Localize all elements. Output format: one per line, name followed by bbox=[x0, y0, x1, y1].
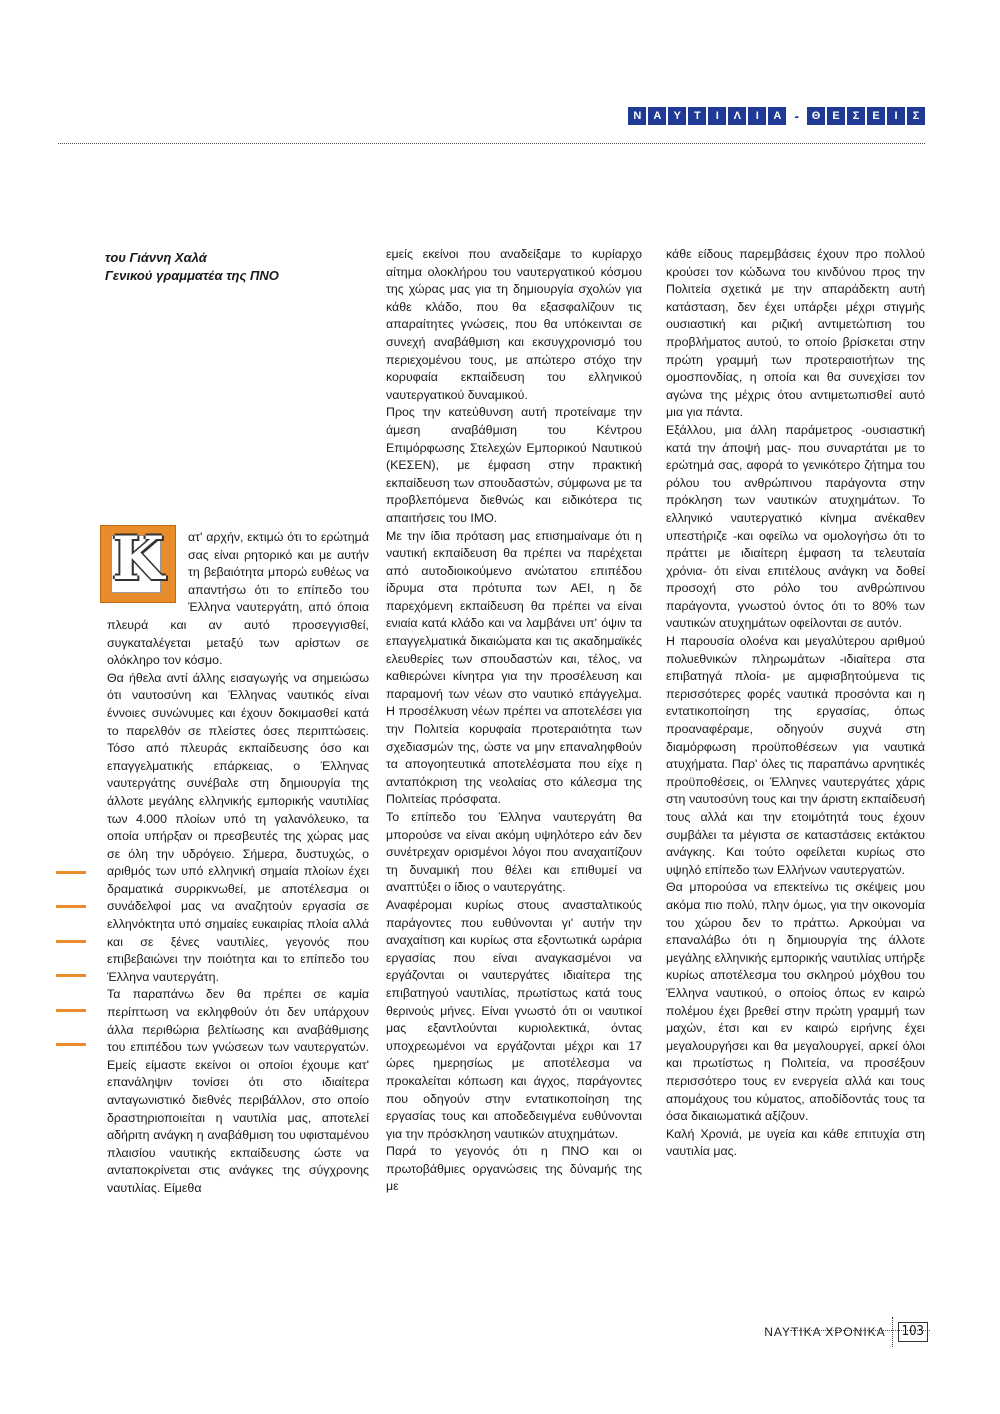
page-number: 103 bbox=[898, 1322, 928, 1342]
header-letter: Ε bbox=[867, 107, 885, 125]
page-footer bbox=[764, 1317, 928, 1347]
drop-cap bbox=[100, 525, 178, 605]
section-header bbox=[626, 107, 925, 125]
margin-marker bbox=[56, 1043, 86, 1046]
paragraph: ατ' αρχήν, εκτιμώ ότι το ερώτημά σας είναι ρητορικό και με αυτήν τη βεβαιότητα μπορώ ευθέως να απαντήσω ότι το επίπεδο του Έλληνα ναυτεργάτη, από όποια πλευρά και αν αυτό προσεγγισθεί, συγκαταλέγεται μεταξύ των αρίστων σε ολόκληρο τον κόσμο. bbox=[107, 530, 369, 668]
paragraph: Θα ήθελα αντί άλλης εισαγωγής να σημειώσω ότι ναυτοσύνη και Έλληνας ναυτικός είναι έννοιες συνώνυμες και έχουν δοκιμασθεί κατά το παρελθόν σε πλείστες όσες περιπτώσεις. Τόσο από πλευράς εκπαίδευσης όσο και επαγγελματικής επάρκειας, ο Έλληνας ναυτεργάτης συνέβαλε στη δημιουργία της άλλοτε μεγάλης ελληνικής εμπορικής ναυτιλίας των 4.000 πλοίων υπό τη γαλανόλευκο, τα οποία υπήρξαν οι πρεσβευτές της χώρας μας σε όλη την υδρόγειο. Σήμερα, δυστυχώς, ο αριθμός των υπό ελληνική σημαία πλοίων έχει δραματικά συρρικνωθεί, με αποτέλεσμα οι συνάδελφοί μας να αναζητούν εργασία σε ελληνόκτητα υπό σημαίες ευκαιρίας πλοία αλλά και σε ξένες ναυτιλίες, γεγονός που επιβεβαιώνει την ποιότητα και το επίπεδο του Έλληνα ναυτεργάτη. bbox=[107, 670, 369, 984]
margin-marker bbox=[56, 871, 86, 874]
paragraph: Τα παραπάνω δεν θα πρέπει σε καμία περίπτωση να εκληφθούν ότι δεν υπάρχουν άλλα περιθώρια βελτίωσης και αναβάθμισης του επιπέδου των γνώσεων των ναυτεργατών. Εμείς είμαστε εκείνοι οι οποίοι έχουμε κατ' επανάληψιν τονίσει ότι στο ιδιαίτερα ανταγωνιστικό διεθνές περιβάλλον, στο οποίο δραστηριοποιείται η ναυτιλία μας, αποτελεί αδήριτη ανάγκη η αναβάθμιση του υφισταμένου πλαισίου ναυτικής εκπαίδευσης ώστε να ανταποκρίνεται στις ανάγκες της σύγχρονης ναυτιλίας. Είμεθα bbox=[107, 987, 369, 1195]
header-letter: Α bbox=[768, 107, 786, 125]
header-letter: Ι bbox=[708, 107, 726, 125]
header-letter: Θ bbox=[807, 107, 825, 125]
paragraph: Εξάλλου, μια άλλη παράμετρος -ουσιαστική κατά την άποψή μας- που συναρτάται με το ερώτημά σας, αφορά το γενικότερο ζήτημα του ρόλου του ανθρώπινου παράγοντα στην πρόκληση των ναυτικών ατυχημάτων. Το ελληνικό ναυτεργατικό κίνημα ανέκαθεν υπεστήριζε -και οφείλω να ομολογήσω ότι το πράττει με ιδιαίτερη έμφαση τα τελευταία χρόνια- ότι είναι επιτέλους ανάγκη να δοθεί προσοχή στο ρόλο του ανθρώπινου παράγοντα, γνωστού όντος ότι το 80% των ναυτικών ατυχημάτων οφείλονται σε αυτόν. bbox=[666, 422, 925, 631]
header-letter: Ν bbox=[628, 107, 646, 125]
paragraph: Αναφέρομαι κυρίως στους ανασταλτικούς παράγοντες που ευθύνονται γι' αυτήν την αναχαίτιση και κυρίως στα εξοντωτικά ωράρια εργασίας που είναι αναγκασμένοι να εργάζονται οι ναυτεργάτες ιδιαίτερα της επιβατηγού ναυτιλίας, πρωτίστως κατά τους θερινούς μήνες. Είναι γνωστό ότι οι ναυτικοί μας εξαντλούνται κυριολεκτικά, όντας υποχρεωμένοι να εργάζονται μέχρι και 17 ώρες ημερησίως με αποτέλεσμα να προκαλείται κόπωση και άγχος, παράγοντες που οδηγούν στην εντατικοποίηση της εργασίας τους και αποδεδειγμένα ευθύνονται για την πρόσκληση ναυτικών ατυχημάτων. bbox=[386, 897, 642, 1141]
header-letter: Ι bbox=[887, 107, 905, 125]
margin-marker bbox=[56, 905, 86, 908]
paragraph: εμείς εκείνοι που αναδείξαμε το κυρίαρχο αίτημα ολοκλήρου του ναυτεργατικού κόσμου της χώρας μας για τη δημιουργία σχολών για κάθε κλάδο, που θα εξασφαλίζουν τις απαραίτητες γνώσεις, που θα υπόκεινται σε συνεχή αναβάθμιση και εκσυγχρονισμό του περιεχομένου τους, με απώτερο στόχο την κορυφαία εκπαίδευση του ελληνικού ναυτεργατικού δυναμικού. bbox=[386, 247, 642, 402]
margin-marker bbox=[56, 1009, 86, 1012]
byline-role: Γενικού γραμματέα της ΠΝΟ bbox=[105, 268, 279, 283]
margin-marker bbox=[56, 940, 86, 943]
paragraph: Θα μπορούσα να επεκτείνω τις σκέψεις μου ακόμα πιο πολύ, πλην όμως, για την οικονομία του χώρου δεν το πράττω. Αρκούμαι να επαναλάβω ότι η δημιουργία της άλλοτε μεγάλης ελληνικής εμπορικής ναυτιλίας υπήρξε κυρίως αποτέλεσμα του σκληρού μόχθου του Έλληνα ναυτικού, ο οποίος όπως εν καιρώ πολέμου έχει βρεθεί στην πρώτη γραμμή των μαχών, έτσι και εν καιρώ ειρήνης έχει μεγαλουργήσει και θα μεγαλουργεί, αρκεί όλοι και πρωτίστως η Πολιτεία, να προσέξουν περισσότερο τους εν ενεργεία αλλά και τους απομάχους του κύματος, αποδίδοντάς τους τα όσα δικαιωματικά αξίζουν. bbox=[666, 880, 925, 1124]
paragraph: Με την ίδια πρόταση μας επισημαίναμε ότι η ναυτική εκπαίδευση θα πρέπει να παρέχεται από αυτοδιοικούμενο ανώτατου επιπέδου ίδρυμα στα πρότυπα των ΑΕΙ, η δε παρεχόμενη εκπαίδευση θα πρέπει να είναι ενιαία κατά κλάδο και να λαμβάνει υπ' όψιν τα επαγγελματικά δικαιώματα και τις ακαδημαϊκές ελευθερίες των σπουδαστών και, τέλος, να καθιερώνει κίνητρα για την προσέλευση και παραμονή των νέων στο ναυτικό επάγγελμα. Η προσέλκυση νέων πρέπει να αποτελέσει για την Πολιτεία κορυφαία προτεραιότητα των σχεδιασμών της, ώστε να μην επαναληφθούν τα απογοητευτικά αποτελέσματα που είχε η ανταπόκριση της νεολαίας στο κάλεσμα της Πολιτείας πρόσφατα. bbox=[386, 528, 642, 807]
header-letter: Α bbox=[648, 107, 666, 125]
footer-separator bbox=[892, 1317, 894, 1347]
byline bbox=[105, 249, 375, 285]
header-letter: Σ bbox=[907, 107, 925, 125]
header-letter: Ι bbox=[748, 107, 766, 125]
header-letter: Σ bbox=[847, 107, 865, 125]
header-letter: Τ bbox=[688, 107, 706, 125]
header-letter: Υ bbox=[668, 107, 686, 125]
header-separator: - bbox=[794, 108, 799, 124]
byline-author: του Γιάννη Χαλά bbox=[105, 250, 207, 265]
publication-name: ΝΑΥΤΙΚΑ ΧΡΟΝΙΚΑ bbox=[764, 1325, 886, 1339]
paragraph: Η παρουσία ολοένα και μεγαλύτερου αριθμού πολυεθνικών πληρωμάτων -ιδιαίτερα στα επιβατηγά πλοία- με αμφισβητούμενα τις περισσότερες φορές ναυτικά προσόντα και η εντατικοποίηση της εργασίας, όπως προαναφέραμε, οδηγούν συχνά στη διαμόρφωση προϋποθέσεων για ναυτικά ατυχήματα. Παρ' όλες τις παραπάνω αρνητικές προϋποθέσεις, οι Έλληνες ναυτεργάτες χάρις στη ναυτοσύνη τους και την άριστη εκπαίδευσή τους αλλά και την ετοιμότητά τους έχουν συμβάλει τα μέγιστα σε καταστάσεις εκτάκτου ανάγκης. Και τούτο οφείλεται κυρίως στο υψηλό επίπεδο των Ελλήνων ναυτεργατών. bbox=[666, 634, 925, 877]
paragraph: Προς την κατεύθυνση αυτή προτείναμε την άμεση αναβάθμιση του Κέντρου Επιμόρφωσης Στελεχών Εμπορικού Ναυτικού (ΚΕΣΕΝ), με έμφαση στην πρακτική εκπαίδευση των σπουδαστών, σύμφωνα με τα προβλεπόμενα διεθνώς και ειδικότερα τις απαιτήσεις του ΙΜΟ. bbox=[386, 405, 642, 525]
margin-marker bbox=[56, 974, 86, 977]
paragraph: Καλή Χρονιά, με υγεία και κάθε επιτυχία στη ναυτιλία μας. bbox=[666, 1126, 925, 1159]
paragraph: Το επίπεδο του Έλληνα ναυτεργάτη θα μπορούσε να είναι ακόμη υψηλότερο εάν δεν συνέτρεχαν ορισμένοι λόγοι που αναχαιτίζουν τη δυναμική που θέλει και επιθυμεί να αναπτύξει ο ίδιος ο ναυτεργάτης. bbox=[386, 810, 642, 895]
paragraph: Παρά το γεγονός ότι η ΠΝΟ και οι πρωτοβάθμιες οργανώσεις της δύναμής της με bbox=[386, 1144, 642, 1194]
article-column-1 bbox=[107, 524, 369, 1198]
top-divider bbox=[58, 143, 925, 144]
paragraph: κάθε είδους παρεμβάσεις έχουν προ πολλού κρούσει τον κώδωνα του κινδύνου προς την Πολιτεία σχετικά με την απαράδεκτη αυτή κατάσταση, δεν έχει υπάρξει μέχρι στιγμής ουσιαστική και ριζική αντιμετώπιση του προβλήματος αυτού, το οποίο βρίσκεται στην πρώτη γραμμή των προτεραιοτήτων της ομοσπονδίας, η οποία και θα συνεχίσει τον αγώνα της μέχρις ότου αντιμετωπισθεί αυτό μια για πάντα. bbox=[666, 247, 925, 420]
header-letter: Λ bbox=[728, 107, 746, 125]
article-column-2 bbox=[386, 246, 642, 1196]
header-letter: Ε bbox=[827, 107, 845, 125]
article-column-3 bbox=[666, 246, 925, 1161]
drop-cap-letter: Κ bbox=[112, 524, 165, 594]
